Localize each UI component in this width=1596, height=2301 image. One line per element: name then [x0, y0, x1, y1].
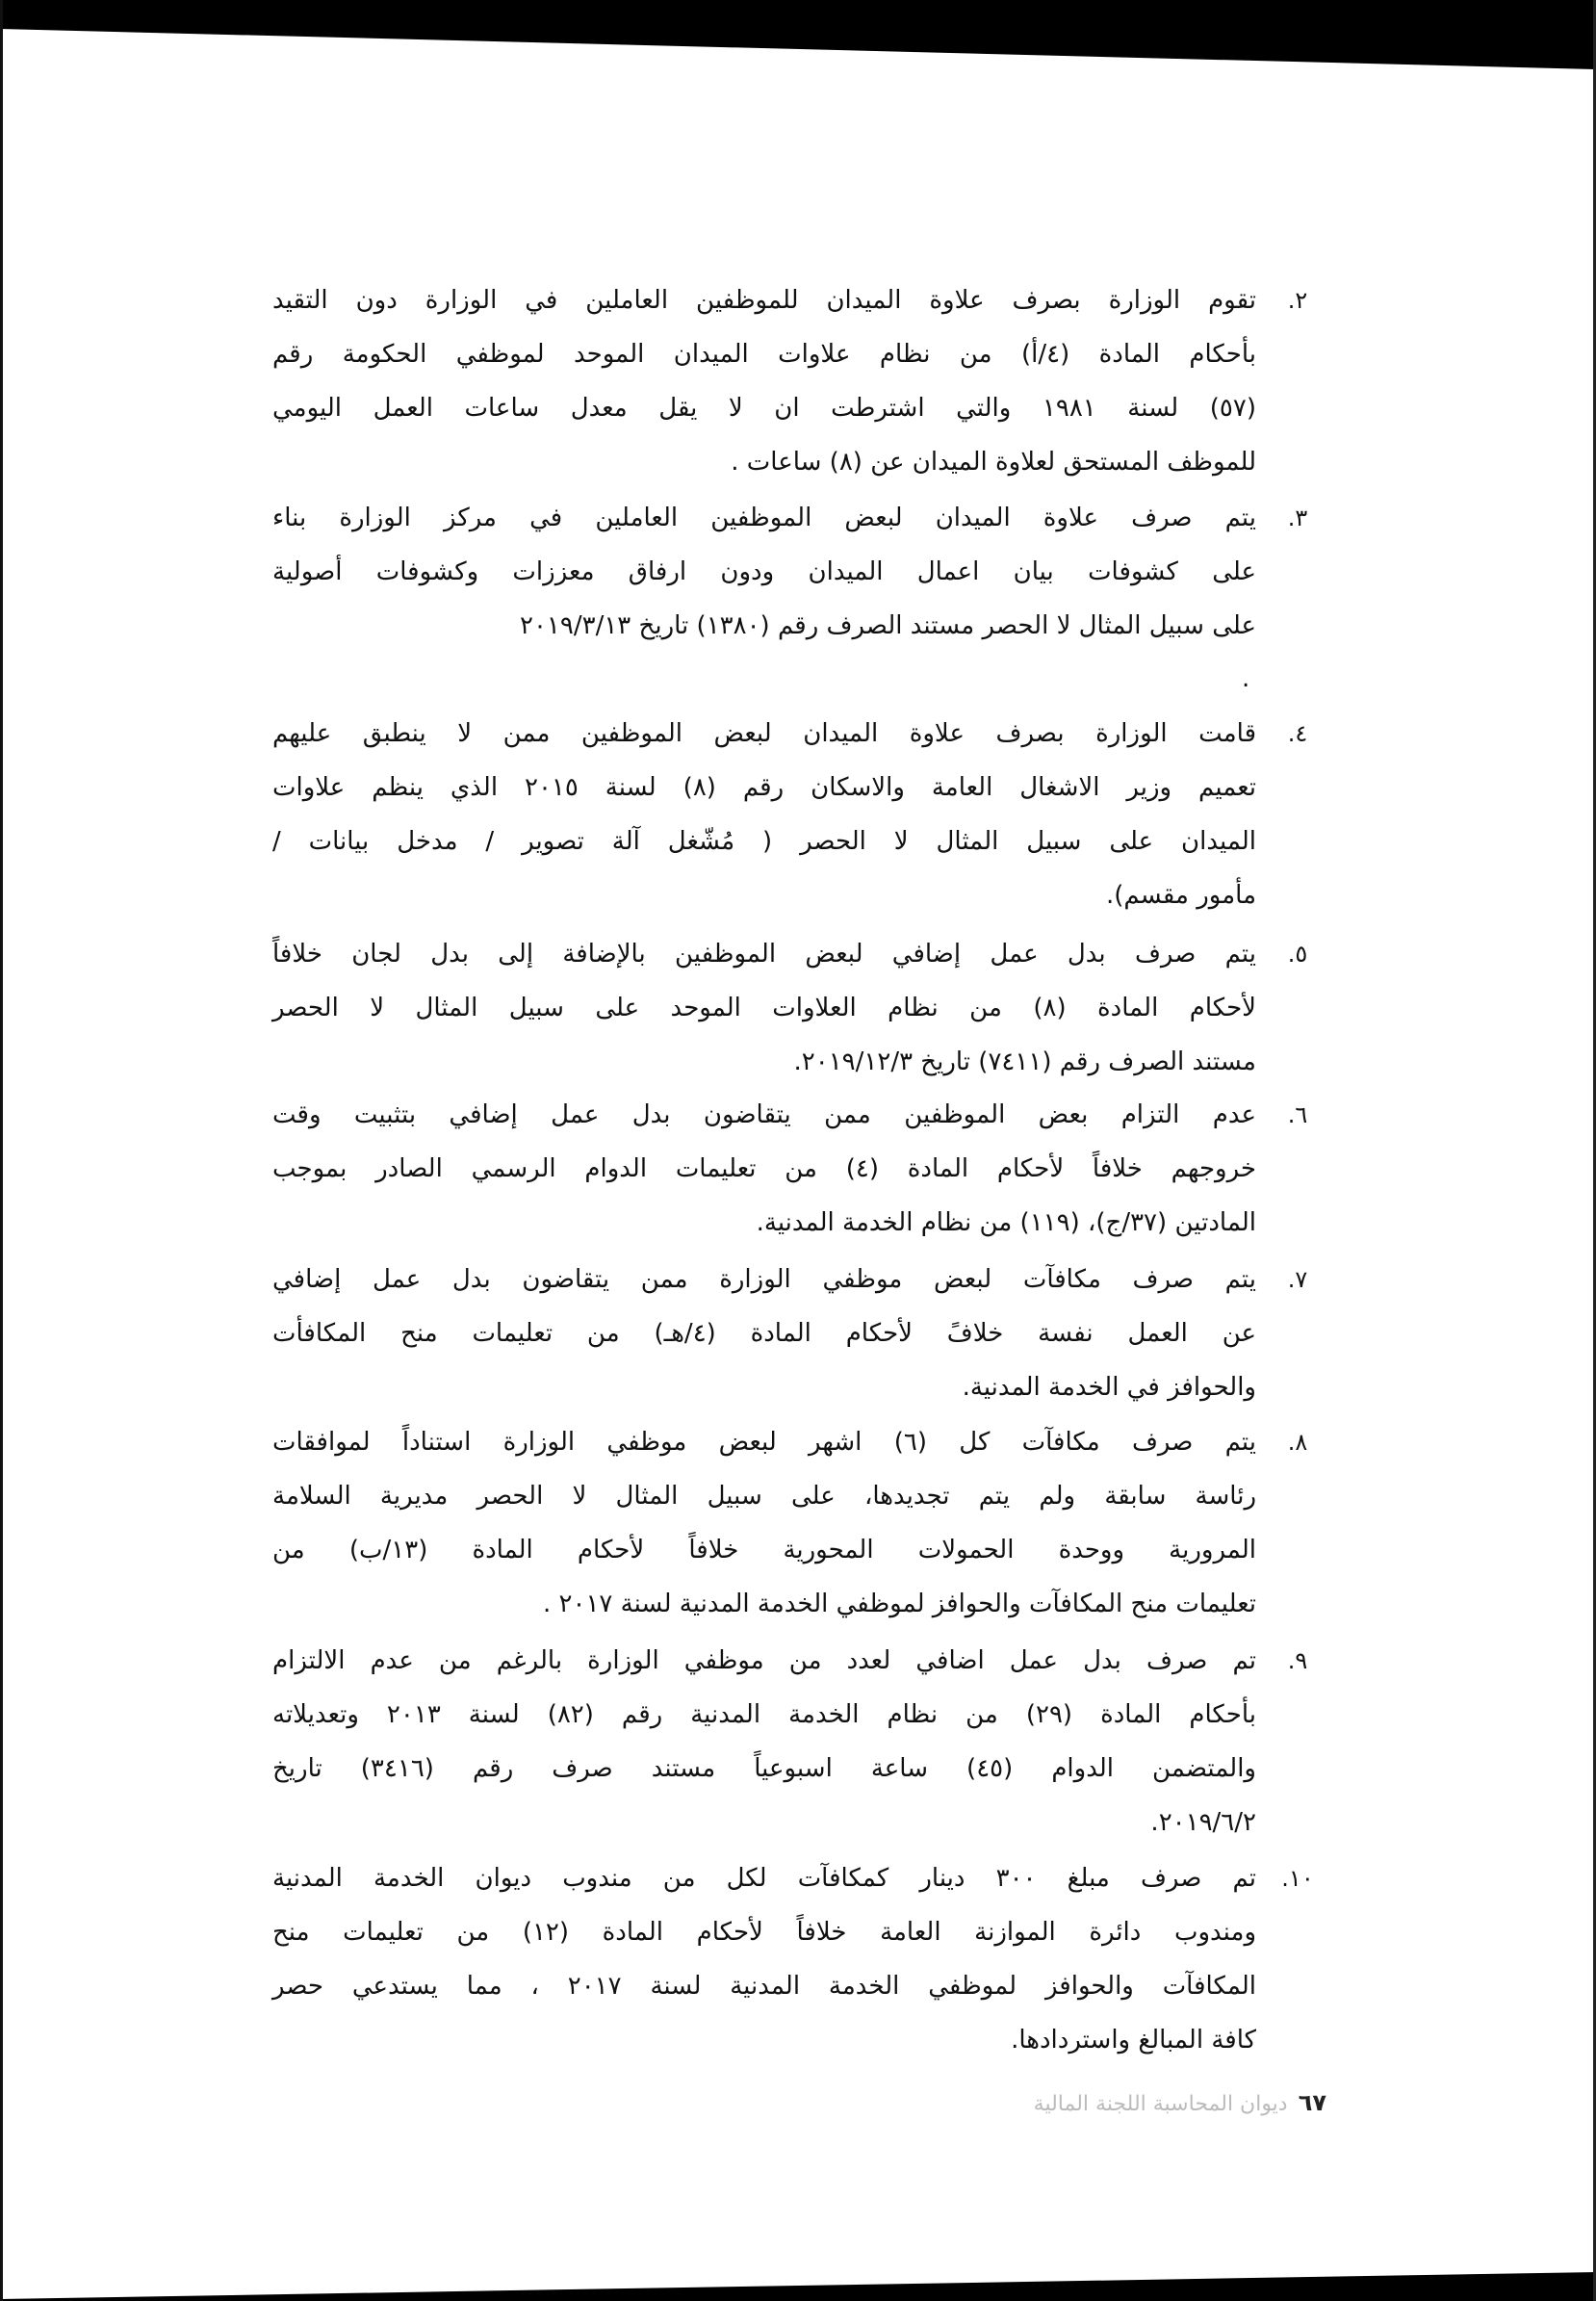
- page-number: ٦٧: [1298, 2089, 1326, 2116]
- text-line: (٥٧) لسنة ١٩٨١ والتي اشترطت ان لا يقل معدل ساعات العمل اليومي: [272, 394, 1256, 423]
- text-line: خروجهم خلافاً لأحكام المادة (٤) من تعليمات الدوام الرسمي الصادر بموجب: [272, 1154, 1256, 1183]
- text-line: يتم صرف مكافآت لبعض موظفي الوزارة ممن يتقاضون بدل عمل إضافي: [272, 1265, 1256, 1294]
- text-line: يتم صرف مكافآت كل (٦) اشهر لبعض موظفي الوزارة استناداً لموافقات: [272, 1428, 1256, 1457]
- list-item: [272, 1851, 1326, 2067]
- item-number: ٣.: [1287, 504, 1308, 531]
- text-line: المكافآت والحوافز لموظفي الخدمة المدنية لسنة ٢٠١٧ ، مما يستدعي حصر: [272, 1972, 1256, 2001]
- item-number: ٧.: [1287, 1266, 1308, 1293]
- footer-organization: ديوان المحاسبة اللجنة المالية: [1033, 2092, 1288, 2116]
- scan-border-left: [0, 0, 3, 2301]
- list-item: [272, 927, 1326, 1089]
- text-line: المرورية ووحدة الحمولات المحورية خلافاً لأحكام المادة (١٣/ب) من: [272, 1536, 1256, 1564]
- text-line: قامت الوزارة بصرف علاوة الميدان لبعض الموظفين ممن لا ينطبق عليهم: [272, 719, 1256, 748]
- item-number: ٩.: [1287, 1647, 1308, 1674]
- text-line: رئاسة سابقة ولم يتم تجديدها، على سبيل المثال لا الحصر مديرية السلامة: [272, 1482, 1256, 1511]
- text-line: مأمور مقسم).: [1105, 881, 1256, 910]
- item-number: ١٠.: [1281, 1865, 1314, 1892]
- text-line: تعميم وزير الاشغال العامة والاسكان رقم (٨) لسنة ٢٠١٥ الذي ينظم علاوات: [272, 773, 1257, 802]
- text-line: تقوم الوزارة بصرف علاوة الميدان للموظفين العاملين في الوزارة دون التقيد: [272, 286, 1256, 315]
- list-item: [272, 707, 1326, 922]
- text-line: المادتين (٣٧/ج)، (١١٩) من نظام الخدمة المدنية.: [756, 1208, 1256, 1237]
- item-text: [272, 1415, 1256, 1631]
- text-line: تم صرف بدل عمل اضافي لعدد من موظفي الوزارة بالرغم من عدم الالتزام: [272, 1646, 1256, 1675]
- item-number: ٢.: [1287, 287, 1308, 314]
- list-item: [272, 491, 1326, 653]
- scan-border-bottom: [0, 2262, 1596, 2301]
- text-line: تعليمات منح المكافآت والحوافز لموظفي الخدمة المدنية لسنة ٢٠١٧ .: [542, 1590, 1256, 1618]
- list-item: [272, 1253, 1326, 1414]
- item-text: [272, 1253, 1256, 1414]
- text-line: للموظف المستحق لعلاوة الميدان عن (٨) ساعات .: [731, 448, 1256, 477]
- item-text: [272, 1851, 1256, 2067]
- item-text: [272, 927, 1256, 1089]
- stray-dot: .: [1242, 664, 1250, 693]
- item-number: ٦.: [1287, 1101, 1308, 1128]
- item-text: [272, 491, 1256, 653]
- text-line: على سبيل المثال لا الحصر مستند الصرف رقم (١٣٨٠) تاريخ ٢٠١٩/٣/١٣: [520, 611, 1256, 640]
- text-line: على كشوفات بيان اعمال الميدان ودون ارفاق معززات وكشوفات أصولية: [272, 557, 1256, 586]
- list-item: [272, 1088, 1326, 1250]
- item-number: ٤.: [1287, 720, 1308, 747]
- page-footer: [1034, 2089, 1326, 2116]
- list-item: [272, 1634, 1326, 1849]
- text-line: يتم صرف علاوة الميدان لبعض الموظفين العاملين في مركز الوزارة بناء: [272, 504, 1256, 532]
- text-line: مستند الصرف رقم (٧٤١١) تاريخ ٢٠١٩/١٢/٣.: [793, 1047, 1256, 1076]
- item-number: ٥.: [1287, 941, 1308, 968]
- text-line: يتم صرف بدل عمل إضافي لبعض الموظفين بالإضافة إلى بدل لجان خلافاً: [272, 940, 1256, 969]
- text-line: بأحكام المادة (٢٩) من نظام الخدمة المدنية رقم (٨٢) لسنة ٢٠١٣ وتعديلاته: [272, 1700, 1256, 1729]
- text-line: كافة المبالغ واستردادها.: [1011, 2026, 1256, 2055]
- text-line: والحوافز في الخدمة المدنية.: [962, 1373, 1256, 1402]
- item-text: [272, 1634, 1256, 1849]
- text-line: لأحكام المادة (٨) من نظام العلاوات الموحد على سبيل المثال لا الحصر: [272, 994, 1256, 1022]
- text-line: عدم التزام بعض الموظفين ممن يتقاضون بدل عمل إضافي بتثبيت وقت: [272, 1100, 1256, 1129]
- text-line: والمتضمن الدوام (٤٥) ساعة اسبوعياً مستند صرف رقم (٣٤١٦) تاريخ: [272, 1754, 1256, 1783]
- text-line: بأحكام المادة (٤/أ) من نظام علاوات الميدان الموحد لموظفي الحكومة رقم: [272, 340, 1256, 369]
- item-text: [272, 707, 1256, 922]
- text-line: الميدان على سبيل المثال لا الحصر ( مُشّغل آلة تصوير / مدخل بيانات /: [272, 827, 1256, 856]
- item-text: [272, 1088, 1256, 1250]
- list-item: [272, 1415, 1326, 1631]
- text-line: ٢٠١٩/٦/٢.: [1150, 1808, 1256, 1837]
- scan-border-top: [0, 0, 1596, 77]
- text-line: ومندوب دائرة الموازنة العامة خلافاً لأحكام المادة (١٢) من تعليمات منح: [272, 1918, 1256, 1947]
- item-number: ٨.: [1287, 1429, 1308, 1456]
- text-line: تم صرف مبلغ ٣٠٠ دينار كمكافآت لكل من مندوب ديوان الخدمة المدنية: [272, 1864, 1257, 1893]
- item-text: [272, 273, 1256, 489]
- text-line: عن العمل نفسة خلافً لأحكام المادة (٤/هـ) من تعليمات منح المكافأت: [272, 1319, 1256, 1348]
- list-item: [272, 273, 1326, 489]
